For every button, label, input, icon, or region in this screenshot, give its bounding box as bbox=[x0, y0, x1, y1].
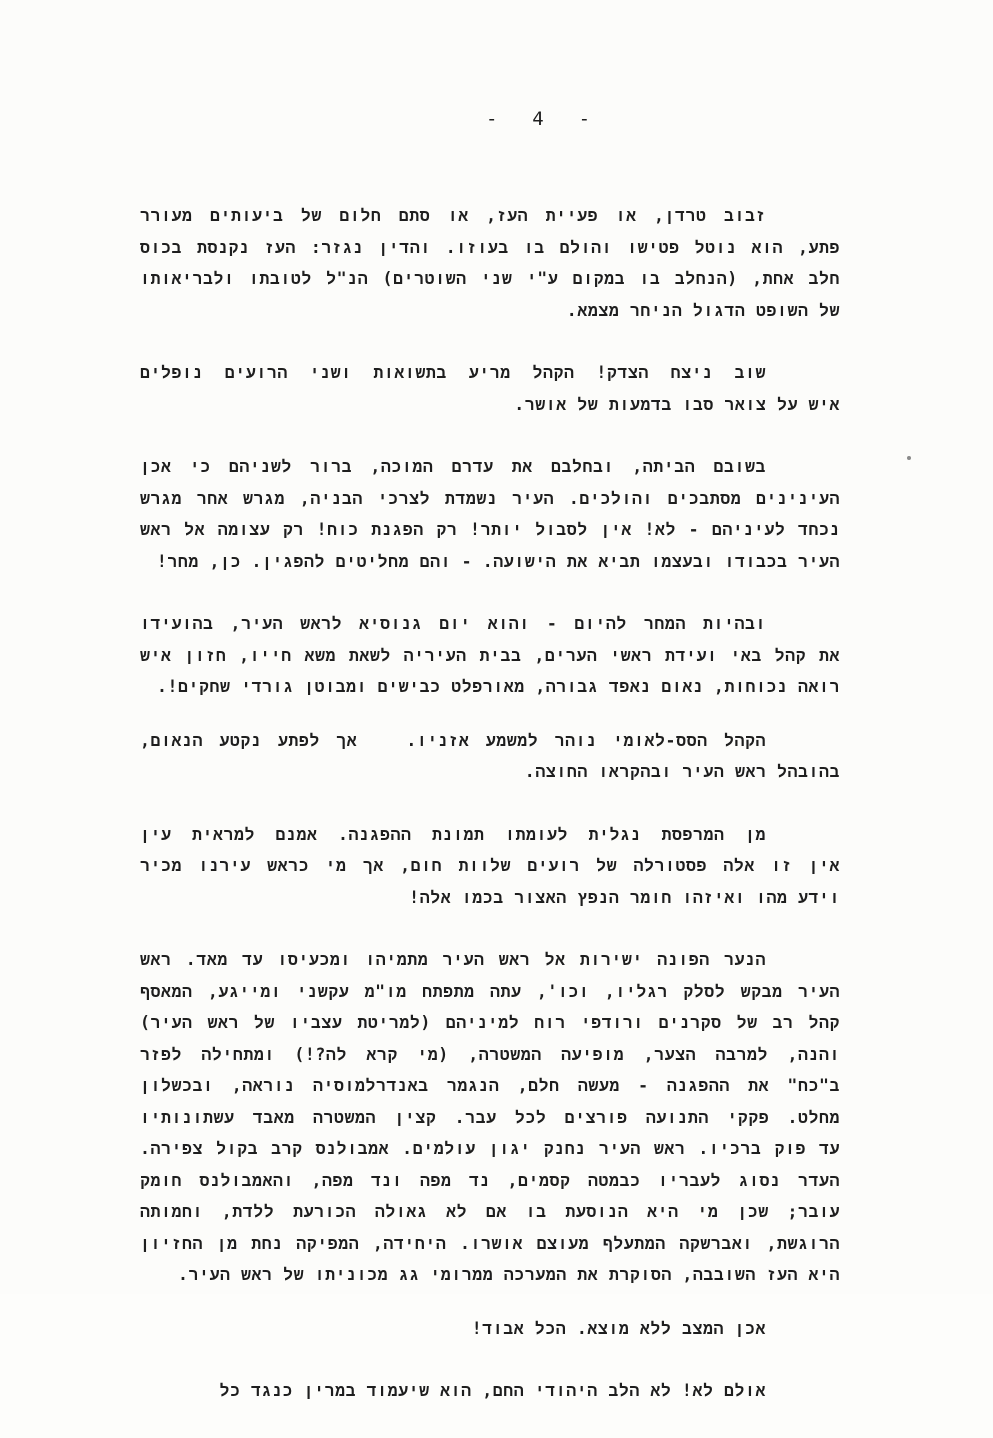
text-line: איש על צואר סבו בדמעות של אושר. bbox=[514, 394, 840, 414]
paragraph bbox=[140, 725, 840, 788]
text-line: שוב ניצח הצדק! הקהל מריע בתשואות ושני הרועים נופלים bbox=[140, 363, 766, 382]
text-line: עובר; שכן מי היא הנוסעת בו אם לא גאולה הכורעת ללדת, וחמותה bbox=[140, 1202, 840, 1221]
text-line: הרוגשת, ואברשקה המתעלף מעוצם אושרו. היחידה, המפיקה נחת מן החזיון bbox=[140, 1233, 840, 1253]
text-line: נכחד לעיניהם - לא! אין לסבול יותר! רק הפגנת כוח! רק עצומה אל ראש bbox=[140, 520, 840, 539]
text-line: זבוב טרדן, או פעיית העז, או סתם חלום של ביעותים מעורר bbox=[140, 206, 766, 225]
text-line: העדר נסוג לעבריו כבמטה קסמים, נד מפה ונד מפה, והאמבולנס חומק bbox=[140, 1170, 840, 1190]
text-line: רואה נכוחות, נאום נאפד גבורה, מאורפלט כבישים ומבוטן גורדי שחקים!. bbox=[156, 677, 840, 696]
paragraph bbox=[140, 451, 840, 577]
text-line: הנער הפונה ישירות אל ראש העיר מתמיהו ומכעיסו עד מאד. ראש bbox=[140, 950, 766, 969]
text-line: קהל רב של סקרנים ורודפי רוח למיניהם (למריטת עצביו של ראש העיר) bbox=[140, 1013, 840, 1032]
text-line: ב"כח" את ההפגנה - מעשה חלם, הנגמר באנדרלמוסיה נוראה, ובכשלון bbox=[140, 1076, 840, 1095]
text-line: אין זו אלה פסטורלה של רועים שלוות חום, אך מי כראש עירנו מכיר bbox=[140, 856, 840, 875]
text-line: העיר מבקש לסלק רגליו, וכו', עתה מתפתח מו"מ עקשני ומייגע, המאסף bbox=[140, 981, 840, 1001]
text-line: פתע, הוא נוטל פטישו והולם בו בעוזו. והדין נגזר: העז נקנסת בכוס bbox=[140, 237, 840, 257]
paragraph bbox=[140, 1313, 840, 1345]
text-line: בהובהל ראש העיר ובהקראו החוצה. bbox=[524, 762, 840, 781]
paragraph bbox=[140, 819, 840, 914]
paragraph bbox=[140, 1375, 840, 1407]
text-line: ובהיות המחר להיום - והוא יום גנוסיא לראש העיר, בהועידו bbox=[140, 614, 766, 633]
paragraph bbox=[140, 200, 840, 326]
text-line: עד פוק ברכיו. ראש העיר נחנק יגון עולמים. אמבולנס קרב בקול צפירה. bbox=[140, 1139, 840, 1158]
text-line: וידע מהו ואיזהו חומר הנפץ האצור בכמו אלה! bbox=[409, 887, 840, 907]
page-number: - 4 - bbox=[485, 108, 595, 130]
text-line: מן המרפסת נגלית לעומתו תמונת ההפגנה. אמנם למראית עין bbox=[140, 824, 766, 844]
text-line: של השופט הדגול הניחר מצמא. bbox=[566, 300, 840, 320]
text-line: מחלט. פקקי התנועה פורצים לכל עבר. קצין המשטרה מאבד עשתונותיו bbox=[140, 1107, 840, 1127]
paragraph bbox=[140, 357, 840, 420]
text-line: והנה, למרבה הצער, מופיעה המשטרה, (מי קרא לה?!) ומתחילה לפזר bbox=[140, 1044, 840, 1064]
paragraph bbox=[140, 608, 840, 703]
text-line: את קהל באי ועידת ראשי הערים, בבית העיריה לשאת משא חייו, חזון איש bbox=[140, 645, 840, 665]
text-line: בשובם הביתה, ובחלבם את עדרם המוכה, ברור לשניהם כי אכן bbox=[140, 457, 766, 476]
text-line: אכן המצב ללא מוצא. הכל אבוד! bbox=[471, 1318, 766, 1338]
paragraph bbox=[140, 944, 840, 1291]
text-line: הקהל הסס-לאומי נוהר למשמע אזניו. אך לפתע נקטע הנאום, bbox=[140, 730, 766, 750]
document-body bbox=[140, 200, 840, 1438]
scan-speck bbox=[907, 456, 911, 460]
text-line: העינינים מסתבכים והולכים. העיר נשמדת לצרכי הבניה, מגרש אחר מגרש bbox=[140, 488, 840, 508]
text-line: העיר בכבודו ובעצמו תביא את הישועה. - והם מחליטים להפגין. כן, מחר! bbox=[156, 551, 840, 571]
text-line: אולם לא! לא הלב היהודי החם, הוא שיעמוד במרין כנגד כל bbox=[219, 1381, 766, 1400]
text-line: חלב אחת, (הנחלב בו במקום ע"י שני השוטרים) הנ"ל לטובתו ולבריאותו bbox=[140, 269, 840, 288]
text-line: היא העז השובבה, הסוקרת את המערכה ממרומי גג מכוניתו של ראש העיר. bbox=[177, 1265, 840, 1284]
